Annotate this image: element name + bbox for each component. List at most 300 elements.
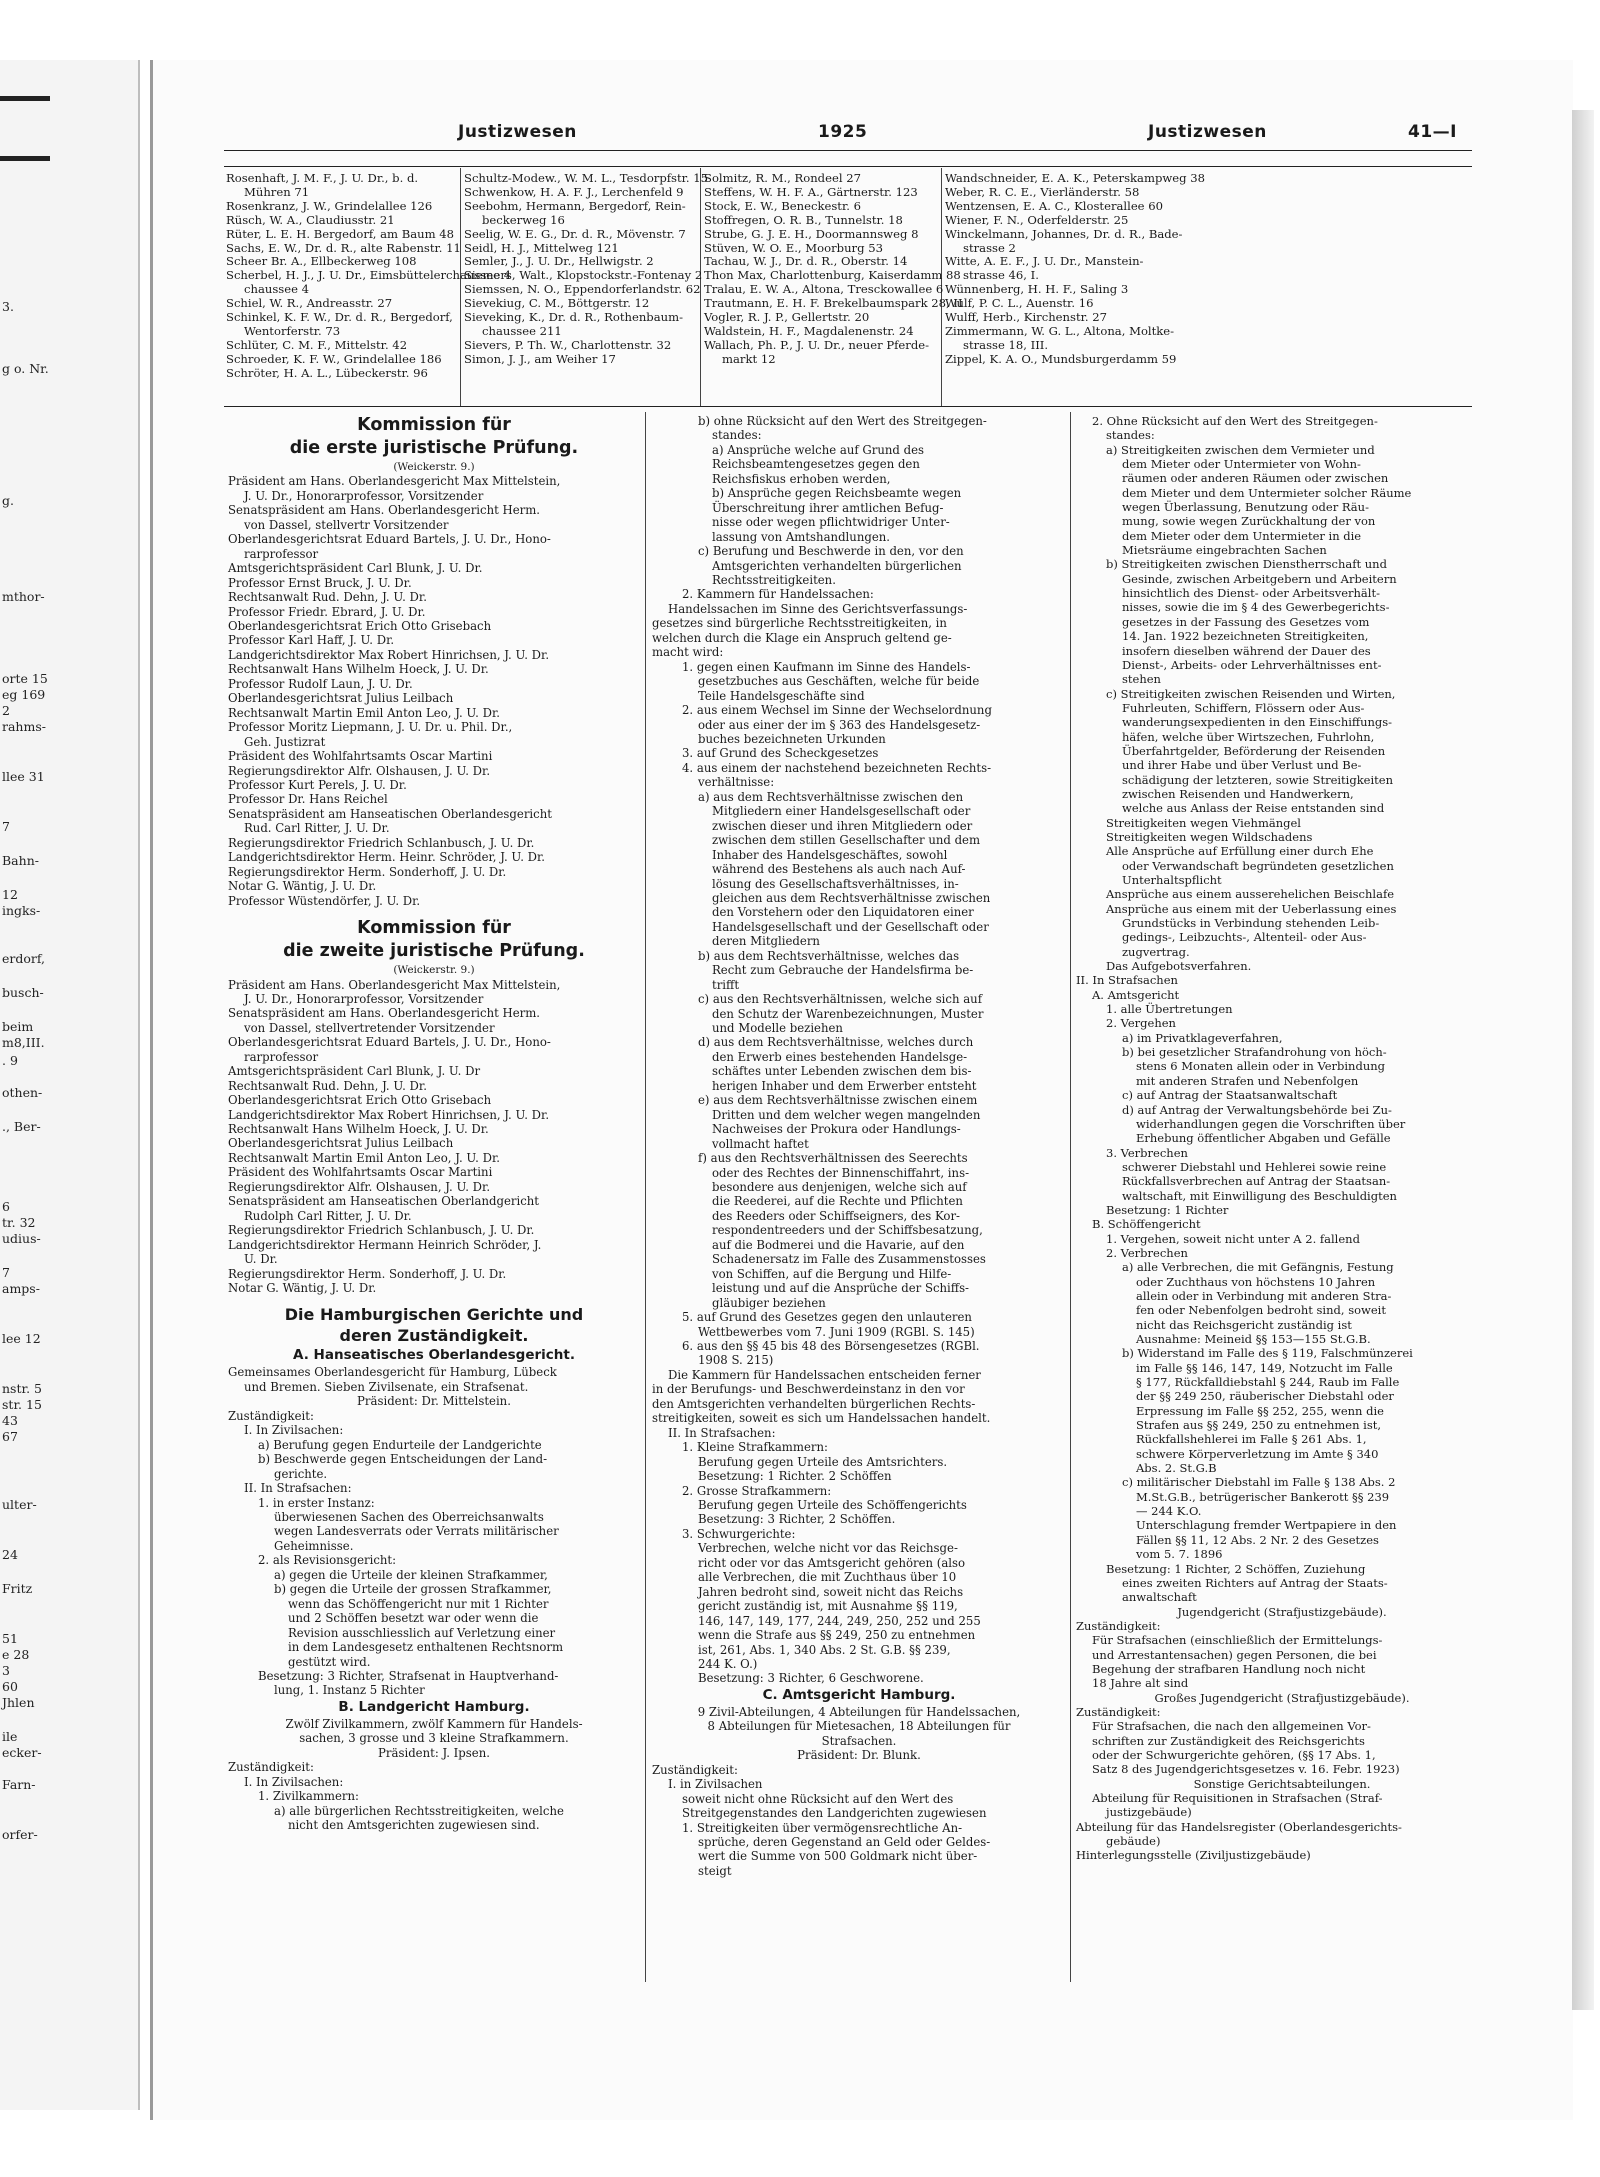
text-line: Senatspräsident am Hanseatischen Oberlandgericht bbox=[228, 1194, 539, 1209]
text-line: Oberlandesgerichtsrat Erich Otto Grisebach bbox=[228, 618, 492, 633]
text-line: den Schutz der Warenbezeichnungen, Muster bbox=[712, 1006, 984, 1021]
text-line: und ihrer Habe und über Verlust und Be- bbox=[1122, 758, 1362, 773]
text-line: gebäude) bbox=[1106, 1834, 1161, 1849]
text-line: Landgerichtsdirektor Max Robert Hinrichsen, J. U. Dr. bbox=[228, 1107, 550, 1122]
text-line: schäftes unter Lebenden zwischen dem bis- bbox=[712, 1064, 972, 1079]
text-line: e) aus dem Rechtsverhältnisse zwischen einem bbox=[698, 1093, 978, 1108]
text-line: Professor Moritz Liepmann, J. U. Dr. u. Phil. Dr., bbox=[228, 720, 513, 735]
text-line: wanderungsexpedienten in den Einschiffungs- bbox=[1122, 715, 1393, 730]
directory-entry: Sievers, P. Th. W., Charlottenstr. 32 bbox=[464, 337, 672, 352]
text-line: Rechtsanwalt Martin Emil Anton Leo, J. U. Dr. bbox=[228, 705, 500, 720]
text-line: gesetzes in der Fassung des Gesetzes vom bbox=[1122, 614, 1370, 629]
text-line: Handelssachen im Sinne des Gerichtsverfassungs- bbox=[668, 601, 968, 616]
directory-entry: Tachau, W. J., Dr. d. R., Oberstr. 14 bbox=[704, 254, 908, 269]
text-line: Sonstige Gerichtsabteilungen. bbox=[1193, 1776, 1371, 1791]
directory-entry: Wiener, F. N., Oderfelderstr. 25 bbox=[945, 212, 1129, 227]
text-line: Geh. Justizrat bbox=[244, 734, 326, 749]
text-line: a) alle Verbrechen, die mit Gefängnis, Festung bbox=[1122, 1260, 1394, 1275]
text-line: alle Verbrechen, die mit Zuchthaus über 10 bbox=[698, 1570, 957, 1585]
text-line: Zuständigkeit: bbox=[228, 1408, 314, 1423]
text-line: (Weickerstr. 9.) bbox=[393, 461, 475, 473]
directory-entry: Schröter, H. A. L., Lübeckerstr. 96 bbox=[226, 365, 428, 380]
text-line: Strafsachen. bbox=[821, 1733, 897, 1748]
text-line: a) Ansprüche welche auf Grund des bbox=[712, 442, 924, 457]
text-line: Rechtsanwalt Rud. Dehn, J. U. Dr. bbox=[228, 1078, 427, 1093]
text-line: Ansprüche aus einem ausserehelichen Beischlafe bbox=[1106, 887, 1394, 902]
text-line: Teile Handelsgeschäfte sind bbox=[698, 688, 865, 703]
text-line: Ansprüche aus einem mit der Ueberlassung eines bbox=[1106, 901, 1397, 916]
text-line: dem Mieter oder dem Untermieter in die bbox=[1122, 528, 1362, 543]
text-line: Regierungsdirektor Friedrich Schlanbusch, J. U. Dr. bbox=[228, 835, 535, 850]
text-line: Amtsgerichten verhandelten bürgerlichen bbox=[712, 558, 962, 573]
text-line: Dienst-, Arbeits- oder Lehrverhältnisses ent- bbox=[1122, 657, 1382, 672]
text-line: Zwölf Zivilkammern, zwölf Kammern für Handels- bbox=[285, 1716, 583, 1731]
text-line: 1. Kleine Strafkammern: bbox=[682, 1440, 828, 1455]
directory-entry: markt 12 bbox=[722, 351, 776, 366]
text-line: Notar G. Wäntig, J. U. Dr. bbox=[228, 879, 377, 894]
text-line: Besetzung: 1 Richter bbox=[1106, 1202, 1229, 1217]
text-line: Mitgliedern einer Handelsgesellschaft oder bbox=[712, 804, 971, 819]
text-line: gedings-, Leibzuchts-, Altenteil- oder Aus- bbox=[1122, 930, 1367, 945]
text-line: 1. alle Übertretungen bbox=[1106, 1002, 1233, 1017]
text-line: Oberlandesgerichtsrat Eduard Bartels, J. U. Dr., Hono- bbox=[228, 1035, 551, 1050]
directory-entry: Scherbel, H. J., J. U. Dr., Eimsbüttelerchaussee 4 bbox=[226, 268, 512, 283]
text-line: während des Bestehens als auch nach Auf- bbox=[712, 862, 966, 877]
text-line: B. Schöffengericht bbox=[1092, 1217, 1201, 1232]
text-line: den Vorstehern oder den Liquidatoren einer bbox=[712, 905, 974, 920]
text-line: Amtsgerichtspräsident Carl Blunk, J. U. Dr. bbox=[228, 561, 483, 576]
text-line: Rechtsanwalt Martin Emil Anton Leo, J. U. Dr. bbox=[228, 1150, 500, 1165]
prev-page-rule bbox=[0, 96, 50, 101]
directory-entry: Stock, E. W., Beneckestr. 6 bbox=[704, 198, 861, 213]
text-line: schwerer Diebstahl und Hehlerei sowie reine bbox=[1122, 1159, 1387, 1174]
text-line: Professor Kurt Perels, J. U. Dr. bbox=[228, 777, 407, 792]
text-line: allein oder in Verbindung mit anderen Stra- bbox=[1136, 1288, 1392, 1303]
text-line: gleichen aus dem Rechtsverhältnisse zwischen bbox=[712, 890, 991, 905]
text-line: lassung von Amtshandlungen. bbox=[712, 529, 890, 544]
text-line: herigen Inhaber und dem Erwerber entsteht bbox=[712, 1078, 977, 1093]
text-line: II. In Strafsachen: bbox=[244, 1481, 352, 1496]
text-line: verhältnisse: bbox=[698, 775, 775, 790]
text-line: Rechtsanwalt Hans Wilhelm Hoeck, J. U. Dr. bbox=[228, 1122, 489, 1137]
directory-column-3 bbox=[704, 171, 963, 367]
prev-page-fragment: Fritz bbox=[2, 1581, 33, 1596]
text-line: häfen, welche über Wirtszechen, Fuhrlohn, bbox=[1122, 729, 1375, 744]
prev-page-fragment: 3 bbox=[2, 1663, 10, 1678]
text-line: Notar G. Wäntig, J. U. Dr. bbox=[228, 1281, 377, 1296]
directory-entry: Schiel, W. R., Andreasstr. 27 bbox=[226, 296, 393, 311]
text-line: Besetzung: 3 Richter, 6 Geschworene. bbox=[698, 1671, 924, 1686]
directory-entry: Schinkel, K. F. W., Dr. d. R., Bergedorf, bbox=[226, 310, 453, 325]
text-line: nicht das Reichsgericht zuständig ist bbox=[1136, 1317, 1352, 1332]
directory-entry: Weber, R. C. E., Vierländerstr. 58 bbox=[945, 184, 1140, 199]
prev-page-fragment: 12 bbox=[2, 887, 18, 902]
page-edge-shadow bbox=[1572, 110, 1594, 2010]
text-line: 18 Jahre alt sind bbox=[1092, 1676, 1189, 1691]
prev-page-fragment: erdorf, bbox=[2, 951, 46, 966]
text-column-3 bbox=[1076, 414, 1488, 1863]
text-line: 2. Kammern für Handelssachen: bbox=[682, 587, 874, 602]
text-line: steigt bbox=[698, 1863, 732, 1878]
text-line: — 244 K.O. bbox=[1136, 1504, 1202, 1519]
text-line: mung, sowie wegen Zurückhaltung der von bbox=[1122, 514, 1376, 529]
prev-page-rule bbox=[0, 156, 50, 161]
text-line: Jugendgericht (Strafjustizgebäude). bbox=[1177, 1604, 1387, 1619]
text-line: f) aus den Rechtsverhältnissen des Seerechts bbox=[698, 1151, 968, 1166]
prev-page-fragment: nstr. 5 bbox=[2, 1381, 42, 1396]
text-line: lung, 1. Instanz 5 Richter bbox=[274, 1683, 425, 1698]
text-line: stens 6 Monaten allein oder in Verbindung bbox=[1136, 1059, 1385, 1074]
text-line: 1908 S. 215) bbox=[698, 1353, 774, 1368]
text-line: U. Dr. bbox=[244, 1252, 278, 1267]
text-line: Fällen §§ 11, 12 Abs. 2 Nr. 2 des Gesetzes bbox=[1136, 1532, 1379, 1547]
directory-entry: Wentzensen, E. A. C., Klosterallee 60 bbox=[945, 198, 1163, 213]
prev-page-fragment: lee 12 bbox=[2, 1331, 41, 1346]
directory-entry: Tralau, E. W. A., Altona, Tresckowallee 6 bbox=[704, 282, 944, 297]
text-line: vom 5. 7. 1896 bbox=[1136, 1547, 1223, 1562]
text-line: Besetzung: 3 Richter, 2 Schöffen. bbox=[698, 1512, 896, 1527]
column-divider bbox=[645, 412, 646, 1982]
text-line: Für Strafsachen, die nach den allgemeinen Vor- bbox=[1092, 1719, 1371, 1734]
prev-page-fragment: Bahn- bbox=[2, 853, 39, 868]
directory-entry: Vogler, R. J. P., Gellertstr. 20 bbox=[704, 310, 870, 325]
text-line: wert die Summe von 500 Goldmark nicht über- bbox=[698, 1849, 978, 1864]
section-heading: Die Hamburgischen Gerichte und bbox=[284, 1305, 584, 1325]
text-line: Satz 8 des Jugendgerichtsgesetzes v. 16. Febr. 1923) bbox=[1092, 1762, 1400, 1777]
prev-page-fragment: 2 bbox=[2, 703, 10, 718]
directory-entry: Schultz-Modew., W. M. L., Tesdorpfstr. 15 bbox=[464, 171, 709, 185]
column-divider bbox=[460, 168, 461, 406]
section-heading: C. Amtsgericht Hamburg. bbox=[762, 1686, 956, 1703]
prev-page-fragment: beim bbox=[2, 1019, 34, 1034]
text-line: J. U. Dr., Honorarprofessor, Vorsitzender bbox=[244, 488, 484, 503]
directory-entry: Sieveking, K., Dr. d. R., Rothenbaum- bbox=[464, 310, 684, 325]
prev-page-fragment: 60 bbox=[2, 1679, 18, 1694]
directory-entry: Wulff, Herb., Kirchenstr. 27 bbox=[945, 310, 1108, 325]
prev-page-fragment: 51 bbox=[2, 1631, 18, 1646]
text-line: Unterschlagung fremder Wertpapiere in den bbox=[1136, 1518, 1397, 1533]
header-left-title: Justizwesen bbox=[458, 122, 577, 142]
section-heading: die erste juristische Prüfung. bbox=[289, 438, 579, 458]
text-line: vollmacht haftet bbox=[712, 1136, 809, 1151]
prev-page-fragment: Jhlen bbox=[2, 1695, 35, 1710]
text-line: Zuständigkeit: bbox=[652, 1762, 738, 1777]
prev-page-fragment: 7 bbox=[2, 1265, 10, 1280]
text-line: Fuhrleuten, Schiffern, Flössern oder Aus- bbox=[1122, 700, 1365, 715]
text-line: Regierungsdirektor Herm. Sonderhoff, J. U. Dr. bbox=[228, 864, 507, 879]
text-line: rarprofessor bbox=[244, 546, 319, 561]
text-line: d) aus dem Rechtsverhältnisse, welches durch bbox=[698, 1035, 974, 1050]
text-line: Zuständigkeit: bbox=[1076, 1704, 1161, 1719]
text-line: sprüche, deren Gegenstand an Geld oder Geldes- bbox=[698, 1834, 991, 1849]
text-line: Reichsfiskus erhoben werden, bbox=[712, 471, 891, 486]
directory-entry: Simon, J. J., am Weiher 17 bbox=[464, 351, 616, 366]
prev-page-fragment: ecker- bbox=[2, 1745, 42, 1760]
text-line: Großes Jugendgericht (Strafjustizgebäude). bbox=[1154, 1690, 1410, 1705]
text-line: Senatspräsident am Hanseatischen Oberlandesgericht bbox=[228, 806, 552, 821]
text-column-1 bbox=[228, 414, 640, 1833]
prev-page-fragment: ulter- bbox=[2, 1497, 37, 1512]
text-line: 2. Ohne Rücksicht auf den Wert des Streitgegen- bbox=[1092, 414, 1378, 428]
section-heading: Kommission für bbox=[357, 415, 511, 435]
directory-entry: Rosenhaft, J. M. F., J. U. Dr., b. d. bbox=[226, 171, 419, 185]
section-heading: B. Landgericht Hamburg. bbox=[338, 1698, 530, 1715]
prev-page-fragment: mthor- bbox=[2, 589, 45, 604]
text-line: 9 Zivil-Abteilungen, 4 Abteilungen für Handelssachen, bbox=[697, 1704, 1021, 1719]
text-line: oder der Schwurgerichte gehören, (§§ 17 Abs. 1, bbox=[1092, 1747, 1376, 1762]
text-line: trifft bbox=[712, 977, 740, 992]
text-line: und Arrestantensachen) gegen Personen, die bei bbox=[1092, 1647, 1377, 1662]
directory-entry: Witte, A. E. F., J. U. Dr., Manstein- bbox=[945, 254, 1144, 269]
text-line: 6. aus den §§ 45 bis 48 des Börsengesetzes (RGBl. bbox=[682, 1339, 980, 1353]
directory-column-1 bbox=[226, 171, 512, 381]
prev-page-fragment: orfer- bbox=[2, 1827, 38, 1842]
directory-entry: Scheer Br. A., Ellbeckerweg 108 bbox=[226, 254, 417, 269]
header-rule-lower bbox=[224, 166, 1472, 167]
text-line: Jahren bedroht sind, soweit nicht das Reichs bbox=[698, 1584, 964, 1599]
text-line: Rückfallsverbrechen auf Antrag der Staatsan- bbox=[1122, 1174, 1391, 1189]
previous-page-strip bbox=[0, 60, 140, 2110]
text-line: Zuständigkeit: bbox=[228, 1760, 314, 1775]
text-line: Regierungsdirektor Alfr. Olshausen, J. U. Dr. bbox=[228, 1179, 491, 1194]
text-line: Abteilung für Requisitionen in Strafsachen (Straf- bbox=[1092, 1791, 1383, 1805]
text-line: b) Ansprüche gegen Reichsbeamte wegen bbox=[712, 486, 962, 501]
text-line: und 2 Schöffen besetzt war oder wenn die bbox=[288, 1611, 539, 1626]
text-line: gläubiger beziehen bbox=[712, 1295, 826, 1310]
prev-page-fragment: eg 169 bbox=[2, 687, 46, 702]
text-line: Dritten und dem welcher wegen mangelnden bbox=[712, 1107, 981, 1122]
text-line: Präsident: J. Ipsen. bbox=[378, 1745, 490, 1760]
text-line: b) gegen die Urteile der grossen Strafkammer, bbox=[274, 1582, 552, 1597]
prev-page-fragment: . 9 bbox=[2, 1053, 18, 1068]
text-line: c) militärischer Diebstahl im Falle § 138 Abs. 2 bbox=[1122, 1475, 1396, 1490]
text-line: den Erwerb eines bestehenden Handelsge- bbox=[712, 1049, 968, 1064]
text-line: A. Amtsgericht bbox=[1092, 987, 1180, 1002]
text-line: Rechtsstreitigkeiten. bbox=[712, 572, 836, 587]
directory-entry: Rosenkranz, J. W., Grindelallee 126 bbox=[226, 198, 433, 213]
text-line: nisses, sowie die im § 4 des Gewerbegerichts- bbox=[1122, 600, 1390, 615]
text-line: Regierungsdirektor Alfr. Olshausen, J. U. Dr. bbox=[228, 763, 491, 778]
section-heading: A. Hanseatisches Oberlandesgericht. bbox=[293, 1347, 575, 1364]
text-line: 1. Zivilkammern: bbox=[258, 1789, 359, 1804]
text-line: Besetzung: 1 Richter. 2 Schöffen bbox=[698, 1469, 892, 1484]
text-line: Besetzung: 1 Richter, 2 Schöffen, Zuziehung bbox=[1106, 1561, 1366, 1576]
text-line: im Falle §§ 146, 147, 149, Notzucht im Falle bbox=[1136, 1360, 1393, 1375]
text-line: und Modelle beziehen bbox=[712, 1021, 843, 1036]
text-line: Rud. Carl Ritter, J. U. Dr. bbox=[244, 821, 390, 836]
column-divider bbox=[1070, 412, 1071, 1982]
text-line: 2. aus einem Wechsel im Sinne der Wechselordnung bbox=[682, 703, 992, 718]
text-line: Abteilung für das Handelsregister (Oberlandesgerichts- bbox=[1076, 1819, 1402, 1834]
text-line: b) Widerstand im Falle des § 119, Falschmünzerei bbox=[1122, 1346, 1413, 1361]
text-column-2 bbox=[652, 414, 1066, 1878]
text-line: Begehung der strafbaren Handlung noch nicht bbox=[1092, 1661, 1366, 1676]
text-line: räumen oder anderen Räumen oder zwischen bbox=[1122, 471, 1389, 486]
directory-entry: Siemers, Walt., Klopstockstr.-Fontenay 2 bbox=[464, 268, 703, 283]
text-line: Präsident am Hans. Oberlandesgericht Max Mittelstein, bbox=[228, 474, 561, 489]
page-number: 41—I bbox=[1408, 122, 1457, 142]
text-line: Professor Wüstendörfer, J. U. Dr. bbox=[228, 893, 421, 908]
directory-entry: Wentorferstr. 73 bbox=[244, 323, 341, 338]
text-line: Geheimnisse. bbox=[274, 1538, 354, 1553]
text-line: gesetzbuches aus Geschäften, welche für beide bbox=[698, 674, 980, 689]
text-line: 3. auf Grund des Scheckgesetzes bbox=[682, 746, 879, 761]
directory-entry: chaussee 211 bbox=[482, 323, 562, 338]
text-line: Gesinde, zwischen Arbeitgebern und Arbeitern bbox=[1122, 571, 1397, 586]
text-line: zwischen Reisenden und Handwerkern, bbox=[1122, 786, 1354, 801]
text-line: Abs. 2. St.G.B bbox=[1136, 1461, 1217, 1476]
header-right-title: Justizwesen bbox=[1148, 122, 1267, 142]
directory-entry: Trautmann, E. H. F. Brekelbaumspark 28, II bbox=[704, 296, 963, 311]
text-line: ist, 261, Abs. 1, 340 Abs. 2 St. G.B. §§ 239, bbox=[698, 1642, 951, 1657]
prev-page-fragment: ile bbox=[2, 1729, 18, 1744]
prev-page-fragment: udius- bbox=[2, 1231, 41, 1246]
text-line: dem Mieter oder Untermieter von Wohn- bbox=[1122, 457, 1361, 472]
text-line: 2. Verbrechen bbox=[1106, 1245, 1188, 1260]
text-line: 3. Schwurgerichte: bbox=[682, 1526, 796, 1541]
directory-entry: Sachs, E. W., Dr. d. R., alte Rabenstr. 11 bbox=[226, 240, 461, 255]
text-line: respondentreeders und der Schiffsbesatzung, bbox=[712, 1223, 983, 1238]
text-line: Landgerichtsdirektor Herm. Heinr. Schröder, J. U. Dr. bbox=[228, 850, 546, 865]
text-line: sachen, 3 grosse und 3 kleine Strafkammern. bbox=[299, 1731, 569, 1746]
text-line: schwere Körperverletzung im Amte § 340 bbox=[1136, 1446, 1379, 1461]
text-line: waltschaft, mit Einwilligung des Beschuldigten bbox=[1122, 1188, 1397, 1203]
text-line: in der Berufungs- und Beschwerdeinstanz in den vor bbox=[652, 1382, 965, 1397]
directory-entry: Waldstein, H. F., Magdalenenstr. 24 bbox=[704, 323, 914, 338]
text-line: besondere aus denjenigen, welche sich auf bbox=[712, 1180, 967, 1195]
prev-page-fragment: orte 15 bbox=[2, 671, 48, 686]
text-line: Präsident am Hans. Oberlandesgericht Max Mittelstein, bbox=[228, 977, 561, 992]
text-line: Oberlandesgerichtsrat Julius Leilbach bbox=[228, 691, 454, 706]
text-line: macht wird: bbox=[652, 645, 724, 660]
text-line: Streitgegenstandes den Landgerichten zugewiesen bbox=[682, 1806, 987, 1821]
text-line: dem Mieter und dem Untermieter solcher Räume bbox=[1122, 485, 1412, 500]
text-line: gestützt wird. bbox=[288, 1654, 371, 1669]
text-line: Erhebung öffentlicher Abgaben und Gefälle bbox=[1136, 1131, 1391, 1146]
directory-entry: Thon Max, Charlottenburg, Kaiserdamm 88 bbox=[704, 268, 961, 283]
prev-page-fragment: str. 15 bbox=[2, 1397, 42, 1412]
directory-entry: Schwenkow, H. A. F. J., Lerchenfeld 9 bbox=[464, 184, 684, 199]
prev-page-fragment: ., Ber- bbox=[2, 1119, 41, 1134]
text-line: Das Aufgebotsverfahren. bbox=[1106, 959, 1252, 974]
prev-page-fragment: ingks- bbox=[2, 903, 41, 918]
directory-entry: Winckelmann, Johannes, Dr. d. R., Bade- bbox=[945, 226, 1183, 241]
text-line: eines zweiten Richters auf Antrag der Staats- bbox=[1122, 1575, 1388, 1590]
prev-page-fragment: g. bbox=[2, 493, 14, 508]
text-line: justizgebäude) bbox=[1106, 1805, 1192, 1820]
directory-entry: Solmitz, R. M., Rondeel 27 bbox=[704, 171, 861, 185]
prev-page-fragment: Farn- bbox=[2, 1777, 36, 1792]
text-line: von Schiffen, auf die Bergung und Hilfe- bbox=[712, 1266, 952, 1281]
prev-page-fragment: g o. Nr. bbox=[2, 361, 49, 376]
text-line: a) im Privatklageverfahren, bbox=[1122, 1030, 1283, 1045]
text-line: Alle Ansprüche auf Erfüllung einer durch Ehe bbox=[1106, 844, 1374, 859]
text-line: II. In Strafsachen: bbox=[668, 1425, 776, 1440]
text-line: Recht zum Gebrauche der Handelsfirma be- bbox=[712, 963, 974, 978]
text-line: standes: bbox=[712, 428, 762, 443]
text-line: Schadenersatz im Falle des Zusammenstosses bbox=[712, 1252, 986, 1267]
directory-entry: Schroeder, K. F. W., Grindelallee 186 bbox=[226, 351, 442, 366]
directory-entry: Sievekiug, C. M., Böttgerstr. 12 bbox=[464, 296, 650, 311]
text-line: Oberlandesgerichtsrat Erich Otto Grisebach bbox=[228, 1093, 492, 1108]
text-line: 8 Abteilungen für Mietesachen, 18 Abteilungen für bbox=[707, 1719, 1011, 1734]
text-line: 5. auf Grund des Gesetzes gegen den unlauteren bbox=[682, 1310, 972, 1325]
text-line: Überfahrtgelder, Beförderung der Reisenden bbox=[1122, 743, 1386, 758]
text-line: Oberlandesgerichtsrat Julius Leilbach bbox=[228, 1136, 454, 1151]
text-line: Streitigkeiten wegen Wildschadens bbox=[1106, 829, 1313, 844]
text-line: mit anderen Strafen und Nebenfolgen bbox=[1136, 1073, 1359, 1088]
text-line: Verbrechen, welche nicht vor das Reichsge- bbox=[698, 1541, 958, 1556]
text-line: buches bezeichneten Urkunden bbox=[698, 731, 886, 746]
directory-column-2 bbox=[464, 171, 709, 367]
prev-page-fragment: llee 31 bbox=[2, 769, 45, 784]
text-line: lösung des Gesellschaftsverhältnisses, in- bbox=[712, 876, 959, 891]
text-line: 2. als Revisionsgericht: bbox=[258, 1553, 397, 1568]
text-line: 1. in erster Instanz: bbox=[258, 1495, 375, 1510]
directory-entry: strasse 46, I. bbox=[963, 268, 1039, 283]
text-line: Handelsgesellschaft und der Gesellschaft oder bbox=[712, 919, 989, 934]
text-line: Grundstücks in Verbindung stehenden Leib- bbox=[1122, 916, 1380, 931]
text-line: I. In Zivilsachen: bbox=[244, 1423, 344, 1438]
text-line: Rechtsanwalt Rud. Dehn, J. U. Dr. bbox=[228, 590, 427, 605]
text-line: den Amtsgerichten verhandelten bürgerlichen Rechts- bbox=[652, 1396, 976, 1411]
directory-entry: Wallach, Ph. P., J. U. Dr., neuer Pferde- bbox=[704, 337, 930, 352]
directory-entry: Wulf, P. C. L., Auenstr. 16 bbox=[945, 296, 1094, 311]
text-line: 14. Jan. 1922 bezeichneten Streitigkeiten, bbox=[1122, 629, 1369, 644]
directory-entry: Wandschneider, E. A. K., Peterskampweg 38 bbox=[945, 171, 1206, 185]
prev-page-fragment: tr. 32 bbox=[2, 1215, 36, 1230]
text-line: fen oder Nebenfolgen bedroht sind, soweit bbox=[1136, 1303, 1386, 1318]
text-line: I. In Zivilsachen: bbox=[244, 1774, 344, 1789]
text-line: Gemeinsames Oberlandesgericht für Hamburg, Lübeck bbox=[228, 1365, 557, 1380]
text-line: gerichte. bbox=[274, 1466, 328, 1481]
prev-page-fragment: 3. bbox=[2, 299, 14, 314]
directory-entry: Steffens, W. H. F. A., Gärtnerstr. 123 bbox=[704, 184, 918, 199]
text-line: Revision ausschliesslich auf Verletzung einer bbox=[288, 1625, 556, 1640]
text-line: wenn die Strafe aus §§ 249, 250 zu entnehmen bbox=[698, 1628, 976, 1643]
text-line: c) aus den Rechtsverhältnissen, welche sich auf bbox=[698, 992, 983, 1007]
directory-entry: Stoffregen, O. R. B., Tunnelstr. 18 bbox=[704, 212, 903, 227]
text-line: Rückfallshehlerei im Falle § 261 Abs. 1, bbox=[1136, 1432, 1367, 1447]
text-line: (Weickerstr. 9.) bbox=[393, 964, 475, 977]
prev-page-fragment: busch- bbox=[2, 985, 44, 1000]
text-line: soweit nicht ohne Rücksicht auf den Wert des bbox=[682, 1791, 954, 1806]
text-line: deren Mitgliedern bbox=[712, 934, 820, 949]
text-line: welchen durch die Klage ein Anspruch geltend ge- bbox=[652, 630, 952, 645]
text-line: hinsichtlich des Dienst- oder Arbeitsverhält- bbox=[1122, 586, 1380, 601]
text-line: Rechtsanwalt Hans Wilhelm Hoeck, J. U. Dr. bbox=[228, 662, 489, 677]
text-line: Erpressung im Falle §§ 252, 255, wenn die bbox=[1136, 1403, 1384, 1418]
text-line: Berufung gegen Urteile des Amtsrichters. bbox=[698, 1454, 948, 1469]
text-line: Präsident: Dr. Blunk. bbox=[797, 1748, 921, 1763]
text-line: gericht zuständig ist, mit Ausnahme §§ 119, bbox=[698, 1599, 958, 1614]
text-line: die Reederei, auf die Rechte und Pflichten bbox=[712, 1194, 963, 1209]
text-line: des Reeders oder Schiffseigners, des Kor- bbox=[712, 1208, 960, 1223]
directory-entry: Wünnenberg, H. H. F., Saling 3 bbox=[945, 282, 1129, 297]
text-line: b) aus dem Rechtsverhältnisse, welches das bbox=[698, 948, 960, 963]
text-line: a) Berufung gegen Endurteile der Landgerichte bbox=[258, 1437, 542, 1452]
text-line: c) auf Antrag der Staatsanwaltschaft bbox=[1122, 1088, 1338, 1103]
text-line: Professor Rudolf Laun, J. U. Dr. bbox=[228, 676, 413, 691]
text-line: Senatspräsident am Hans. Oberlandesgericht Herm. bbox=[228, 1006, 541, 1021]
text-line: Nachweises der Prokura oder Handlungs- bbox=[712, 1122, 961, 1137]
text-line: J. U. Dr., Honorarprofessor, Vorsitzender bbox=[244, 991, 484, 1006]
text-line: 2. Vergehen bbox=[1106, 1016, 1176, 1031]
text-line: von Dassel, stellvertretender Vorsitzender bbox=[244, 1020, 495, 1035]
prev-page-fragment: 24 bbox=[2, 1547, 18, 1562]
text-line: M.St.G.B., betrügerischer Bankerott §§ 239 bbox=[1136, 1489, 1390, 1504]
text-line: rarprofessor bbox=[244, 1049, 319, 1064]
